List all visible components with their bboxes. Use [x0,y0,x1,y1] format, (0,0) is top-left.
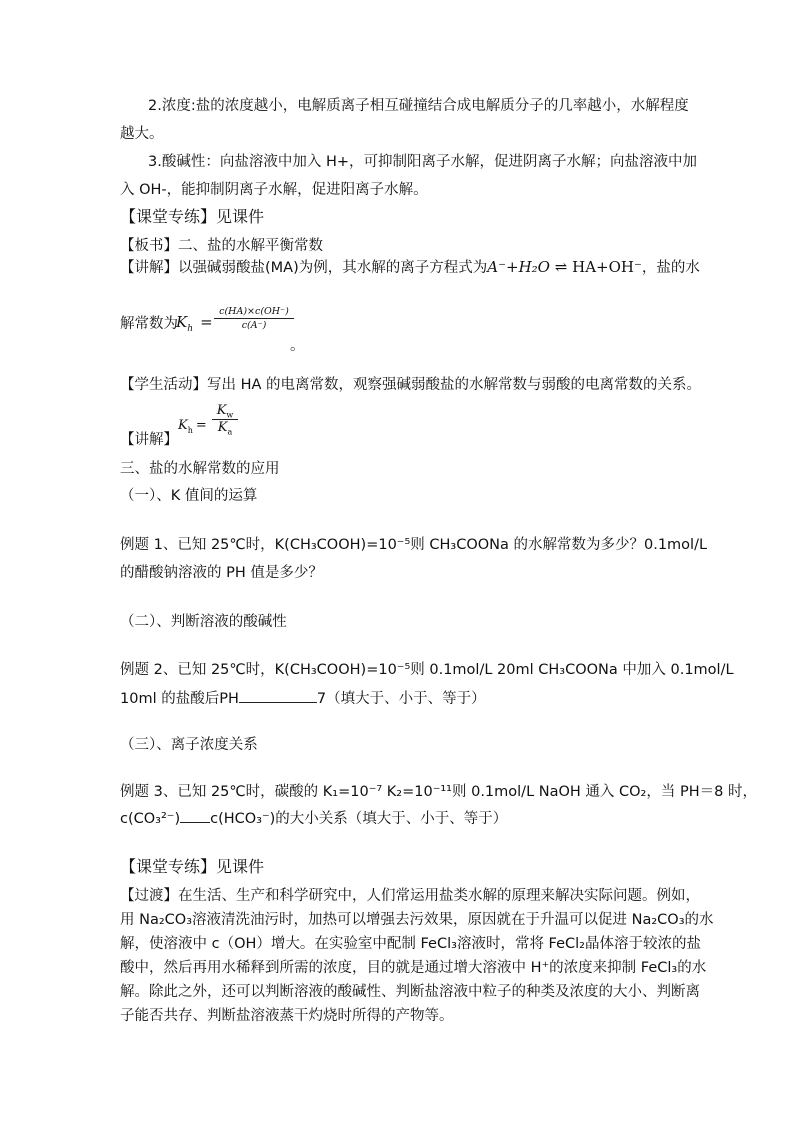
explanation-text: 【讲解】以强碱弱酸盐(MA)为例，其水解的离子方程式为 [120,260,488,276]
transition-line-3: 解，使溶液中 c（OH）增大。在实验室中配制 FeCl₃溶液时，常将 FeCl₂晶体溶于较浓的盐 [120,936,701,952]
kh-formula: $K_h$ = [176,313,213,335]
transition-line-6: 子能否共存、判断盐溶液蒸干灼烧时所得的产物等。 [120,1008,454,1024]
example-3-text-post: c(HCO₃⁻)的大小关系（填大于、小于、等于） [210,811,508,827]
explanation-line-1 [120,257,700,278]
explanation-line-2: 解常数为 [120,316,178,332]
paragraph-acidity-cont: 入 OH-，能抑制阴离子水解，促进阳离子水解。 [120,182,428,198]
transition-line-1: 【过渡】在生活、生产和科学研究中，人们常运用盐类水解的原理来解决实际问题。例如， [120,888,700,904]
kw-symbol: K [216,403,227,418]
kh-subscript-2: h [187,426,193,436]
kw-numerator [212,403,238,420]
kh-denominator: c(A⁻) [241,320,267,331]
example-2-text-post: 7（填大于、小于、等于） [316,691,486,707]
equilibrium-arrow: ⇌ [554,258,568,276]
explanation-suffix: ，盐的水 [641,260,700,276]
example-2-line-1: 例题 2、已知 25℃时，K(CH₃COOH)=10⁻⁵则 0.1mol/L 20ml CH₃COONa 中加入 0.1mol/L [120,662,734,678]
practice-heading-1: 【课堂专练】见课件 [120,207,265,226]
practice-heading-2: 【课堂专练】见课件 [120,857,265,876]
kw-ka-fraction [212,403,238,436]
paragraph-concentration: 2.浓度:盐的浓度越小，电解质离子相互碰撞结合成电解质分子的几率越小，水解程度 [148,98,689,114]
kh-subscript: h [187,324,194,335]
transition-line-4: 酸中，然后再用水稀释到所需的浓度，目的就是通过增大溶液中 H⁺的浓度来抑制 FeCl₃的水 [120,960,707,976]
ka-symbol: K [217,420,228,435]
blackboard-heading: 【板书】二、盐的水解平衡常数 [120,238,323,254]
equation-lhs: A⁻+H₂O [487,258,550,276]
student-activity: 【学生活动】写出 HA 的电离常数，观察强碱弱酸盐的水解常数与弱酸的电离常数的关系。 [120,377,702,393]
equation-rhs: HA+OH⁻ [572,258,642,276]
ka-subscript: a [227,427,233,437]
example-3-line-2 [120,808,507,829]
explanation-heading-3: 【讲解】 [120,432,178,448]
formula-period: 。 [290,338,305,354]
subsection-2-heading: （二）、判断溶液的酸碱性 [120,614,287,630]
example-3-line-1: 例题 3、已知 25℃时，碳酸的 K₁=10⁻⁷ K₂=10⁻¹¹则 0.1mol/L NaOH 通入 CO₂，当 PH＝8 时， [120,784,757,800]
paragraph-concentration-cont: 越大。 [120,126,164,142]
subsection-3-heading: （三）、离子浓度关系 [120,737,258,753]
example-1-line-1: 例题 1、已知 25℃时，K(CH₃COOH)=10⁻⁵则 CH₃COONa 的水解常数为多少？0.1mol/L [120,537,708,553]
section-3-heading: 三、盐的水解常数的应用 [120,461,280,477]
subsection-1-heading: （一）、K 值间的运算 [120,488,258,504]
kh-kw-ka-lhs: $K_h$ = [178,418,207,436]
example-1-line-2: 的醋酸钠溶液的 PH 值是多少？ [120,565,323,581]
example-2-line-2 [120,688,486,709]
transition-line-2: 用 Na₂CO₃溶液清洗油污时，加热可以增强去污效果，原因就在于升温可以促进 Na₂CO₃的水 [120,912,714,928]
kh-fraction [214,306,294,331]
example-3-text-pre: c(CO₃²⁻) [120,811,181,827]
transition-line-5: 解。除此之外，还可以判断溶液的酸碱性、判断盐溶液中粒子的种类及浓度的大小、判断离 [120,984,700,1000]
kh-symbol-2: K [178,418,188,433]
paragraph-acidity: 3.酸碱性：向盐溶液中加入 H+，可抑制阳离子水解，促进阴离子水解；向盐溶液中加 [148,154,697,170]
answer-blank-1[interactable] [239,688,317,703]
kw-subscript: w [226,410,234,420]
hydrolysis-equation [487,258,642,276]
answer-blank-2[interactable] [180,808,210,823]
kh-symbol: K [176,313,188,331]
example-2-text-pre: 10ml 的盐酸后PH [120,691,239,707]
kh-numerator: c(HA)×c(OH⁻) [214,306,294,319]
ka-denominator [212,420,238,436]
